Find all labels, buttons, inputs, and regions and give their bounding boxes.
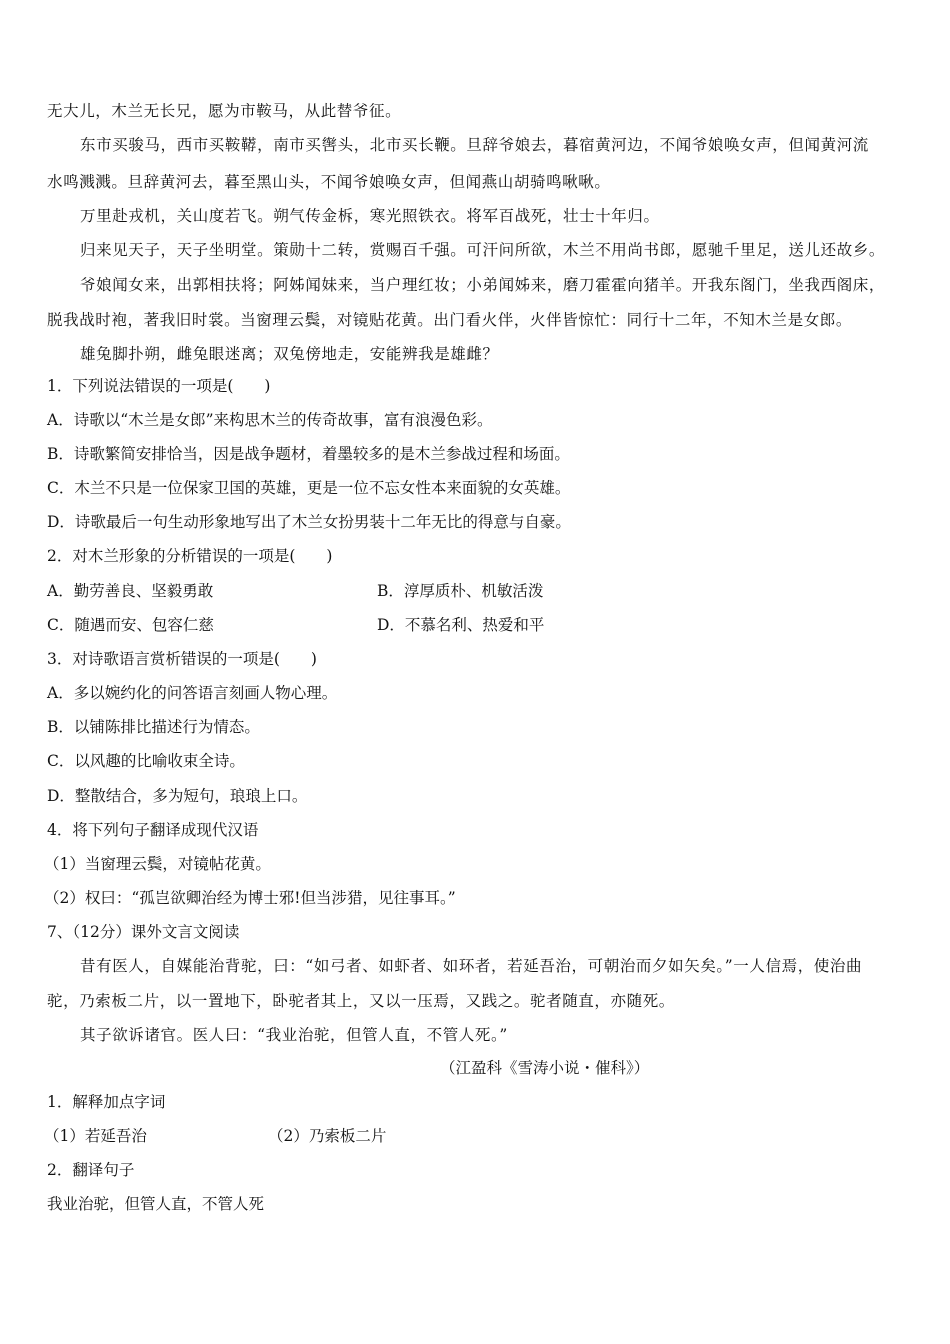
question-1-option-c: C．木兰不只是一位保家卫国的英雄，更是一位不忘女性本来面貌的女英雄。 [47,479,571,497]
question-1-option-d: D．诗歌最后一句生动形象地写出了木兰女扮男装十二年无比的得意与自豪。 [47,513,571,531]
poem-line: 脱我战时袍，著我旧时裳。当窗理云鬓，对镜贴花黄。出门看火伴，火伴皆惊忙：同行十二年，不知木兰是女郎。 [47,311,853,329]
question-4-stem: 4．将下列句子翻译成现代汉语 [47,821,259,839]
question-2-stem: 2．对木兰形象的分析错误的一项是( ) [47,547,333,565]
question-1-stem: 1．下列说法错误的一项是( ) [47,377,271,395]
question-3-option-a: A．多以婉约化的问答语言刻画人物心理。 [47,684,338,702]
section-7-question-1: 1．解释加点字词 [47,1093,166,1111]
question-3-stem: 3．对诗歌语言赏析错误的一项是( ) [47,650,317,668]
poem-line: 水鸣溅溅。旦辞黄河去，暮至黑山头，不闻爷娘唤女声，但闻燕山胡骑鸣啾啾。 [47,173,611,191]
poem-line: 雄兔脚扑朔，雌兔眼迷离；双兔傍地走，安能辨我是雄雌？ [80,345,499,363]
question-3-option-c: C．以风趣的比喻收束全诗。 [47,752,245,770]
question-1-option-a: A．诗歌以“木兰是女郎”来构思木兰的传奇故事，富有浪漫色彩。 [47,411,493,429]
passage-line: 驼，乃索板二片，以一置地下，卧驼者其上，又以一压焉，又践之。驼者随直，亦随死。 [47,992,675,1010]
question-3-option-d: D．整散结合，多为短句，琅琅上口。 [47,787,308,805]
section-7-question-2-sentence: 我业治驼，但管人直，不管人死 [47,1195,265,1213]
question-2-option-b: B．淳厚质朴、机敏活泼 [377,582,544,600]
poem-line: 万里赴戎机，关山度若飞。朔气传金柝，寒光照铁衣。将军百战死，壮士十年归。 [80,207,660,225]
question-2-option-d: D．不慕名利、热爱和平 [377,616,545,634]
question-3-option-b: B．以铺陈排比描述行为情态。 [47,718,260,736]
poem-line: 归来见天子，天子坐明堂。策勋十二转，赏赐百千强。可汗问所欲，木兰不用尚书郎，愿驰千里足，送儿还故乡。 [80,241,886,259]
poem-line: 无大儿，木兰无长兄，愿为市鞍马，从此替爷征。 [47,102,402,120]
passage-line: 其子欲诉诸官。医人曰：“我业治驼，但管人直，不管人死。” [80,1026,508,1044]
poem-line: 爷娘闻女来，出郭相扶将；阿姊闻妹来，当户理红妆；小弟闻姊来，磨刀霍霍向猪羊。开我东阁门，坐我西阁床， [80,276,886,294]
passage-line: 昔有医人，自媒能治背驼，曰：“如弓者、如虾者、如环者，若延吾治，可朝治而夕如矢矣。”一人信焉，使治曲 [80,957,863,975]
question-2-option-a: A．勤劳善良、坚毅勇敢 [47,582,214,600]
question-4-sentence-1: （1）当窗理云鬓，对镜帖花黄。 [44,855,271,873]
section-7-question-2: 2．翻译句子 [47,1161,135,1179]
section-7-question-1-item-1: （1）若延吾治 [44,1127,147,1145]
section-7-question-1-item-2: （2）乃索板二片 [268,1127,387,1145]
section-7-heading: 7、（12分）课外文言文阅读 [47,923,240,941]
question-4-sentence-2: （2）权曰：“孤岂欲卿治经为博士邪!但当涉猎，见往事耳。” [44,889,456,907]
question-2-option-c: C．随遇而安、包容仁慈 [47,616,214,634]
question-1-option-b: B．诗歌繁简安排恰当，因是战争题材，着墨较多的是木兰参战过程和场面。 [47,445,570,463]
poem-line: 东市买骏马，西市买鞍鞯，南市买辔头，北市买长鞭。旦辞爷娘去，暮宿黄河边，不闻爷娘唤女声，但闻黄河流 [80,136,869,154]
passage-source: （江盈科《雪涛小说・催科》） [440,1059,650,1077]
